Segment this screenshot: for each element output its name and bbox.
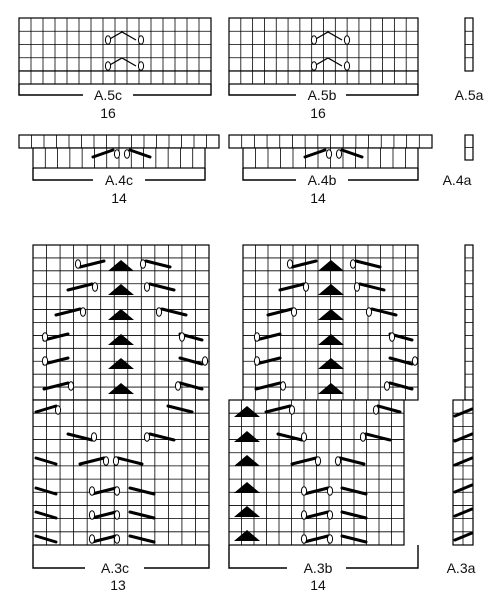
yarn-over-symbol — [301, 511, 306, 519]
yarn-over-symbol — [114, 535, 119, 543]
yarn-over-symbol — [89, 487, 94, 495]
yarn-over-symbol — [105, 36, 110, 44]
chart-label: A.3b — [303, 560, 333, 576]
chart-a4b — [229, 135, 432, 206]
a5c-grid — [19, 18, 211, 84]
stitch-count: 14 — [310, 190, 326, 206]
yarn-over-symbol — [344, 36, 349, 44]
yarn-over-symbol — [114, 487, 119, 495]
yarn-over-symbol — [336, 150, 341, 158]
yarn-over-symbol — [360, 433, 365, 441]
yarn-over-symbol — [254, 333, 259, 341]
yarn-over-symbol — [327, 511, 332, 519]
yarn-over-symbol — [335, 457, 340, 465]
chart-a3a — [447, 245, 476, 576]
a3a-grid — [453, 245, 473, 545]
a5a-grid — [465, 18, 473, 71]
yarn-over-symbol — [291, 308, 296, 316]
yarn-over-symbol — [354, 283, 359, 291]
stitch-count: 13 — [110, 577, 126, 593]
stitch-count: 14 — [111, 190, 127, 206]
yarn-over-symbol — [175, 382, 180, 390]
yarn-over-symbol — [179, 333, 184, 341]
chart-a4a — [443, 135, 473, 188]
chart-a5a — [455, 18, 484, 103]
stitch-count: 14 — [310, 577, 326, 593]
yarn-over-symbol — [114, 511, 119, 519]
stitch-count: 16 — [100, 105, 116, 121]
yarn-over-symbol — [92, 283, 97, 291]
yarn-over-symbol — [289, 406, 294, 414]
yarn-over-symbol — [91, 433, 96, 441]
a3b-grid — [229, 245, 418, 545]
yarn-over-symbol — [327, 487, 332, 495]
chart-a4c — [19, 135, 219, 206]
yarn-over-symbol — [301, 487, 306, 495]
yarn-over-symbol — [114, 150, 119, 158]
yarn-over-symbol — [75, 260, 80, 268]
chart-a3b — [229, 245, 418, 593]
yarn-over-symbol — [301, 535, 306, 543]
yarn-over-symbol — [344, 62, 349, 70]
yarn-over-symbol — [326, 150, 331, 158]
yarn-over-symbol — [327, 535, 332, 543]
chart-label: A.5c — [93, 87, 123, 103]
yarn-over-symbol — [280, 382, 285, 390]
yarn-over-symbol — [412, 357, 417, 365]
chart-label: A.5b — [307, 87, 337, 103]
a5b-grid — [229, 18, 418, 84]
yarn-over-symbol — [144, 283, 149, 291]
chart-label: A.4b — [307, 172, 337, 188]
yarn-over-symbol — [55, 406, 60, 414]
chart-a5c — [19, 18, 211, 121]
yarn-over-symbol — [144, 433, 149, 441]
chart-label: A.3a — [446, 560, 476, 576]
grid-frame — [33, 400, 209, 545]
yarn-over-symbol — [42, 333, 47, 341]
yarn-over-symbol — [105, 62, 110, 70]
yarn-over-symbol — [301, 433, 306, 441]
yarn-over-symbol — [366, 308, 371, 316]
yarn-over-symbol — [303, 283, 308, 291]
yarn-over-symbol — [138, 36, 143, 44]
yarn-over-symbol — [287, 260, 292, 268]
stitch-count: 16 — [310, 105, 326, 121]
a4a-grid — [465, 135, 473, 160]
yarn-over-symbol — [68, 382, 73, 390]
chart-label: A.4a — [442, 172, 472, 188]
yarn-over-symbol — [384, 382, 389, 390]
yarn-over-symbol — [124, 150, 129, 158]
yarn-over-symbol — [254, 357, 259, 365]
yarn-over-symbol — [89, 511, 94, 519]
yarn-over-symbol — [311, 36, 316, 44]
yarn-over-symbol — [138, 62, 143, 70]
chart-label: A.5a — [454, 87, 484, 103]
yarn-over-symbol — [113, 457, 118, 465]
yarn-over-symbol — [140, 260, 145, 268]
chart-label: A.4c — [104, 172, 134, 188]
chart-label: A.3c — [100, 560, 130, 576]
yarn-over-symbol — [156, 308, 161, 316]
chart-a3c — [33, 245, 209, 593]
yarn-over-symbol — [315, 457, 320, 465]
yarn-over-symbol — [80, 308, 85, 316]
yarn-over-symbol — [389, 333, 394, 341]
yarn-over-symbol — [311, 62, 316, 70]
yarn-over-symbol — [89, 535, 94, 543]
yarn-over-symbol — [373, 406, 378, 414]
chart-a5b — [229, 18, 418, 121]
yarn-over-symbol — [103, 457, 108, 465]
yarn-over-symbol — [202, 357, 207, 365]
yarn-over-symbol — [350, 260, 355, 268]
yarn-over-symbol — [42, 357, 47, 365]
